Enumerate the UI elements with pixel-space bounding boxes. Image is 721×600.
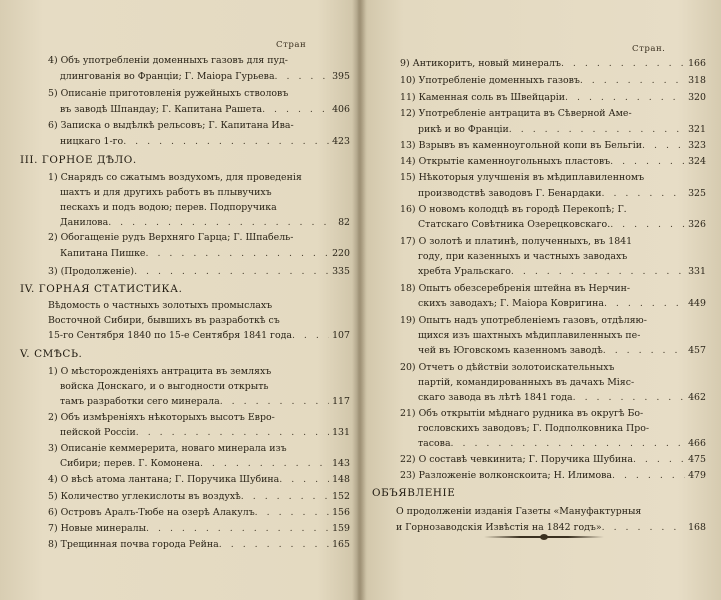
toc-entry: 16) О новомъ колодцѣ въ городѣ Перекопѣ; Г. bbox=[400, 204, 627, 215]
toc-entry: шахтъ и для другихъ работъ въ плывучихъ bbox=[60, 187, 272, 198]
toc-entry: О продолженіи изданія Газеты «Мануфактурныя bbox=[396, 506, 642, 517]
toc-entry: 6) Записка о выдѣлкѣ рельсовъ; Г. Капитана Ива- bbox=[48, 120, 294, 131]
toc-entry: хребта Уральскаго . . . 331 bbox=[418, 264, 706, 279]
toc-entry: 1) Снарядъ со сжатымъ воздухомъ, для проведенія bbox=[48, 172, 302, 183]
toc-entry: 5) Описаніе приготовленія ружейныхъ стволовъ bbox=[48, 88, 289, 99]
toc-entry: гословскихъ заводовъ; Г. Подполковника Про- bbox=[418, 423, 650, 434]
toc-entry: длингованія во Франціи; Г. Маіора Гурьева . . . 395 bbox=[60, 69, 350, 84]
toc-entry: 6) Островъ Аралъ-Тюбе на озерѣ Алакулъ . . . 156 bbox=[48, 505, 350, 520]
right-page bbox=[366, 0, 721, 600]
toc-entry: тасова . . . 466 bbox=[418, 436, 706, 451]
page-column-header: Стран. bbox=[632, 44, 666, 54]
toc-entry: въ заводѣ Шпандау; Г. Капитана Рашета . . . 406 bbox=[60, 102, 350, 117]
toc-entry: Статскаго Совѣтника Озерецковскаго. . . . 326 bbox=[418, 217, 706, 232]
toc-entry: году, при казенныхъ и частныхъ заводахъ bbox=[418, 251, 628, 262]
toc-entry: 8) Трещинная почва города Рейна . . . 165 bbox=[48, 537, 350, 552]
toc-entry: войска Донскаго, и о выгодности открыть bbox=[60, 381, 269, 392]
toc-entry: 7) Новые минералы . . . 159 bbox=[48, 521, 350, 536]
toc-entry: и Горнозаводскія Извѣстія на 1842 годъ» . . . 168 bbox=[396, 520, 706, 535]
toc-entry: 2) Объ измѣреніяхъ нѣкоторыхъ высотъ Евро- bbox=[48, 412, 275, 423]
toc-entry: 10) Употребленіе доменныхъ газовъ . . . 318 bbox=[400, 73, 706, 88]
toc-entry: скаго завода въ лѣтѣ 1841 года . . . 462 bbox=[418, 390, 706, 405]
toc-entry: 5) Количество углекислоты въ воздухѣ . . . 152 bbox=[48, 489, 350, 504]
toc-entry: 3) (Продолженіе) . . . 335 bbox=[48, 264, 350, 279]
toc-entry: 17) О золотѣ и платинѣ, полученныхъ, въ 1841 bbox=[400, 236, 633, 247]
toc-entry: рикѣ и во Франціи . . . 321 bbox=[418, 122, 706, 137]
toc-entry: щихся изъ шахтныхъ мѣдиплавиленныхъ пе- bbox=[418, 330, 641, 341]
toc-entry: Сибири; перев. Г. Комонена . . . 143 bbox=[60, 456, 350, 471]
toc-entry: 9) Антикоритъ, новый минералъ . . . 166 bbox=[400, 56, 706, 71]
toc-entry: 15-го Сентября 1840 по 15-е Сентября 1841 года . . . 107 bbox=[48, 328, 350, 343]
section-heading: III. ГОРНОЕ ДѢЛО. bbox=[20, 154, 137, 166]
section-heading: V. СМѢСЬ. bbox=[20, 348, 83, 360]
left-page bbox=[0, 0, 352, 600]
toc-entry: ницкаго 1-го . . . 423 bbox=[60, 134, 350, 149]
toc-entry: 14) Открытіе каменноугольныхъ пластовъ . . . 324 bbox=[400, 154, 706, 169]
toc-entry: партій, командированныхъ въ дачахъ Міяс- bbox=[418, 377, 635, 388]
toc-entry: производствѣ заводовъ Г. Бенардаки . . . 325 bbox=[418, 186, 706, 201]
end-ornament-rule bbox=[484, 536, 604, 538]
toc-entry: 2) Обогащеніе рудъ Верхняго Гарца; Г. Шпабель- bbox=[48, 232, 294, 243]
section-heading: ОБЪЯВЛЕНІЕ bbox=[372, 487, 456, 499]
toc-entry: скихъ заводахъ; Г. Маіора Ковригина . . . 449 bbox=[418, 296, 706, 311]
toc-entry: 3) Описаніе кеммерерита, новаго минерала изъ bbox=[48, 443, 287, 454]
toc-entry: 12) Употребленіе антрацита въ Сѣверной Аме- bbox=[400, 108, 632, 119]
toc-entry: Восточной Сибири, бывшихъ въ разработкѣ съ bbox=[48, 315, 280, 326]
toc-entry: 11) Каменная соль въ Швейцаріи . . . 320 bbox=[400, 90, 706, 105]
toc-entry: 1) О мѣсторожденіяхъ антрацита въ земляхъ bbox=[48, 366, 272, 377]
toc-entry: 4) О вѣсѣ атома лантана; Г. Поручика Шубина . . . 148 bbox=[48, 472, 350, 487]
toc-entry: 23) Разложеніе волконскоита; Н. Илимова . . . 479 bbox=[400, 468, 706, 483]
toc-entry: 21) Объ открытіи мѣднаго рудника въ округѣ Бо- bbox=[400, 408, 644, 419]
toc-entry: 4) Объ употребленіи доменныхъ газовъ для пуд- bbox=[48, 55, 288, 66]
toc-entry: 19) Опытъ надъ употребленіемъ газовъ, отдѣляю- bbox=[400, 315, 647, 326]
toc-entry: 22) О составѣ чевкинита; Г. Поручика Шубина . . . 475 bbox=[400, 452, 706, 467]
page-column-header: Стран bbox=[276, 40, 307, 50]
toc-entry: 13) Взрывъ въ каменноугольной копи въ Бельгіи . . . 323 bbox=[400, 138, 706, 153]
toc-entry: чей въ Юговскомъ казенномъ заводѣ . . . 457 bbox=[418, 343, 706, 358]
section-heading: IV. ГОРНАЯ СТАТИСТИКА. bbox=[20, 283, 183, 295]
toc-entry: пескахъ и подъ водою; перев. Подпоручика bbox=[60, 202, 277, 213]
toc-entry: Данилова . . . 82 bbox=[60, 215, 350, 230]
toc-entry: 15) Нѣкоторыя улучшенія въ мѣдиплавиленномъ bbox=[400, 172, 645, 183]
toc-entry: пейской Россіи . . . 131 bbox=[60, 425, 350, 440]
book-gutter bbox=[352, 0, 366, 600]
toc-entry: 18) Опытъ обезсеребренія штейна въ Нерчин- bbox=[400, 283, 631, 294]
toc-entry: Капитана Пишке . . . 220 bbox=[60, 246, 350, 261]
toc-entry: Вѣдомость о частныхъ золотыхъ промыслахъ bbox=[48, 300, 273, 311]
toc-entry: 20) Отчетъ о дѣйствіи золотоискательныхъ bbox=[400, 362, 615, 373]
toc-entry: тамъ разработки сего минерала . . . 117 bbox=[60, 394, 350, 409]
